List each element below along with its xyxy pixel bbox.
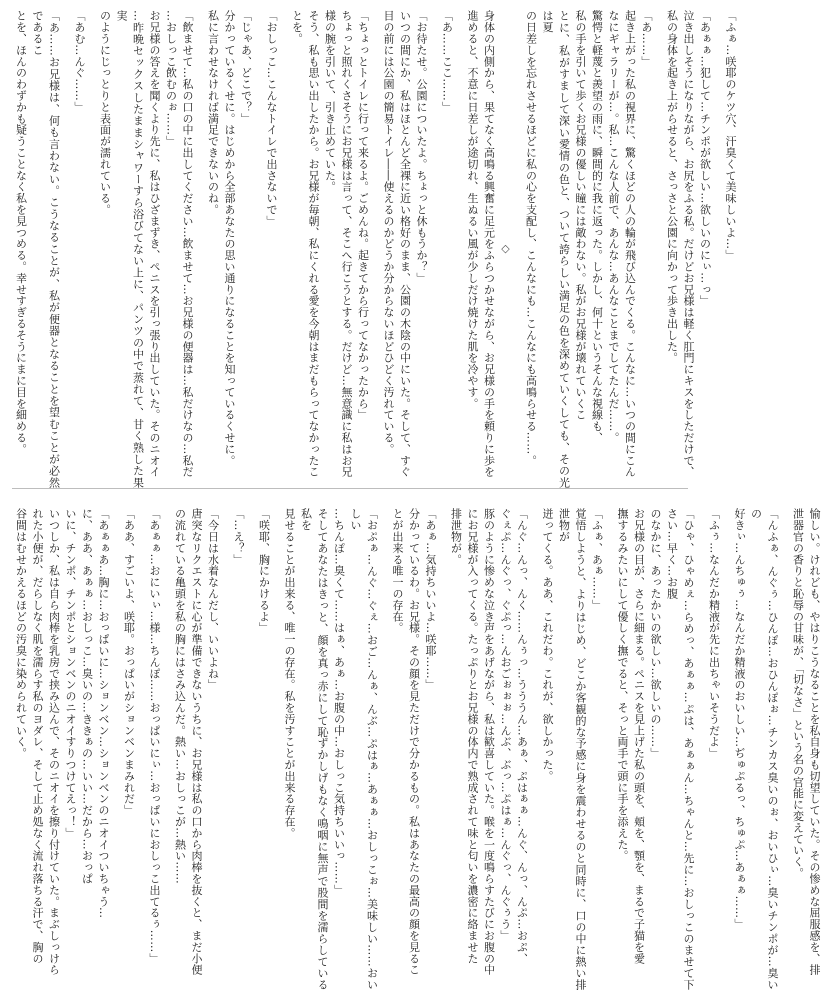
- lower-text-block: [12, 508, 821, 990]
- text-line: 私に言わせなければ満足できないのね。: [206, 10, 220, 216]
- upper-vertical-text: [12, 10, 738, 488]
- text-line: とが出来る唯一の存在。: [391, 508, 404, 634]
- text-line: 豚のように惨めな泣き声をあげながら、私は歓喜していた。喉を一度鳴らすたびにお腹の中: [482, 508, 496, 976]
- text-line: 谷間はむせかえるほどの汚臭に染められていく。: [14, 508, 28, 759]
- text-line: のなかに、あったかいの欲しい…欲しいの……」: [649, 508, 662, 759]
- text-line: 身体の内側から、果てなく高鳴る興奮に足元をふらつかせながら、お兄様の手を頼りに歩を: [482, 10, 496, 478]
- text-line: 様の腕を引いて、引き止めていた。: [323, 10, 337, 193]
- text-line: 「ふぅ…なんだか精液が先に出ちゃいそうだよ」: [707, 508, 721, 759]
- text-line: 愉しい。けれども、やはりこうなることを私自身も切望していた。その惨めな屈服感を、排: [808, 508, 821, 976]
- text-line: 撫するみたいにして優しく撫でると、そっと両手で頭に手を添えた。: [616, 508, 629, 862]
- text-line: の流れている亀頭を私の胸にはさみ込んだ。熱い…おしっこが…熱い……: [173, 508, 187, 885]
- text-line: 「あぁぁ…おにいぃ…様…ちんぽ……おっぱいにぃ…おっぱいにおしっこ出てるぅ……」: [148, 508, 161, 964]
- text-line: いつしか、私は自ら肉棒を乳房で挟み込んで、そのニオイを擦り付けていた。まぶしっけら: [47, 508, 61, 976]
- text-line: 「んぐ…んっ、んく……んぅっ…うううん…あぁ、ぷはぁぁ…んぐ、んっ、んぷ…おぷ、: [515, 508, 529, 964]
- text-line: 「…え？」: [232, 508, 245, 565]
- text-line: 「じゃあ、どこで？」: [239, 10, 253, 124]
- text-line: 「お待たせ。公園についたよ。ちょっと休もうか？」: [415, 10, 428, 284]
- text-line: お兄様の答えを聞くより先に、私はひざまずき、ペニスを引っ張り出していた。そのニオイ: [148, 10, 161, 478]
- text-line: 迸ってくる。ああ、これだわ。これが、欲しかった。: [541, 508, 554, 782]
- text-line: 目の前には公園の簡易トイレ――使えるのかどうか分からないほどひどく汚れている。: [382, 10, 395, 455]
- text-line: 「あ……ここ……」: [440, 10, 454, 113]
- text-line: 「あぁ…気持ちいいよ…咲耶……」: [424, 508, 437, 691]
- lower-vertical-text: [12, 508, 822, 990]
- text-line: 覚悟しようと、よりはじめ、どこか客観的な予感に身を震わせるのと同時に、口の中に熱い排泄物が: [557, 508, 587, 990]
- text-line: 「ひゃ、ひゃめぇ…らめっ、あぁぁ…ぷは、あぁぁん…ちゃんと…先に…おしっこのませて下さい…早く…お腹: [665, 508, 695, 990]
- text-line: 「おしっこ…こんなトイレで出さないで」: [265, 10, 278, 227]
- text-line: 「飲ませて…私の口の中に出してください…飲ませて…お兄様の便器は…私だけなの…私だ: [181, 10, 194, 478]
- text-line: 「あぁぁあ…胸に…おっぱいに…ションベン…ションベンのニオイついちゃう…: [97, 508, 110, 919]
- text-line: いに、チンポ、チンポとションベンのニオイすりつけてえっ！」: [64, 508, 77, 839]
- text-line: 「ああ、すごいよ、咲耶。おっぱいがションベンまみれだ」: [122, 508, 136, 816]
- text-line: 私の身体を起き上がらせると、さっさと公園に向かって歩き出した。: [665, 10, 679, 364]
- text-line: 驚愕と軽蔑と羨望の雨に、瞬間的に我に返った。しかし、何十というそんな視線も、: [590, 10, 604, 444]
- text-line: 好きぃ…んちゅぅ…なんだか精液のおいしい…ぢゅぷるっ、ちゅぷ…あぁぁ……」: [733, 508, 746, 930]
- text-line: なにギャラリーが…。私…こんな人前で、あんな…あんなことまでしてたんだ……。: [607, 10, 620, 444]
- text-line: 「あむ…んぐ……」: [73, 10, 86, 113]
- text-line: …昨晩セックスしたままシャワーすら浴びてない上に、パンツの中で蒸れて、甘く熟した果実: [115, 10, 145, 488]
- text-line: 「ふぁ…咲耶のケツ穴、汗臭くて美味しいよ…」: [724, 10, 737, 261]
- text-line: とを、ほんのわずかも疑うことなく私を見つめる。幸せすぎるそうにまに目を細める。: [14, 10, 28, 455]
- upper-text-block: [12, 10, 737, 489]
- text-line: …おしっこ飲むのぉ……」: [164, 10, 178, 147]
- text-line: 排泄物が。: [449, 508, 463, 565]
- text-line: 「咲耶、胸にかけるよ」: [257, 508, 271, 634]
- text-line: 分かっているくせに。はじめから全部あなたの思い通りになることを知っているくせに。: [223, 10, 236, 466]
- text-line: 起き上がった私の視界に、驚くほどの人の輪が飛び込んでくる。こんなに…いつの間にこん: [623, 10, 637, 478]
- text-line: 「おぷぁ…んぐ…ぐぇ…おご…んぁ、んぶ…ぷはぁ…あぁぁ…おしっこぉ…美味しい……おいしい: [349, 508, 379, 990]
- text-line: とを。: [290, 10, 304, 45]
- text-line: …ちんぽ…臭くて……はぁ、あぁ…お腹の中…おしっこ気持ちいいっ……」: [332, 508, 346, 896]
- text-line: 泣き出しそうになりながら、お尻をふる私。だけどお兄様は軽く肛門にキスをしただけで、: [682, 10, 695, 478]
- text-line: 私の手を引いて歩くお兄様の優しい瞳には敵わない。私がお兄様が壊れていくこ: [574, 10, 587, 421]
- text-line: 分かっているわ。お兄様。その顔を見ただけで分かるもの。私はあなたの最高の顔を見るこ: [407, 508, 421, 976]
- text-line: 唐突なリクエストに心が準備できないうちに、お兄様は私の口から肉棒を抜くと、まだ小便: [190, 508, 203, 976]
- text-line: 「ちょっとトイレに行って来るよ。ごめんね。起きてから行ってなかったから」: [356, 10, 370, 421]
- text-line: 進めると、不意に日差しが途切れ、生ぬるい風が少しだけ焼けた肌を冷やす。: [466, 10, 479, 409]
- text-line: ぐぇぷ…んぐっ、ぐぷっ…んおごぉぉぉ…んぶ、ぶっ…ぷはぁ…んぐっ、んぐぅう」: [499, 508, 512, 942]
- text-line: の日差しを忘れさせるほどに私の心を支配し、こんなにも…こんなにも高鳴らせる……。: [524, 10, 538, 466]
- text-line: に、ああ、あぁぁ…おしっこ…臭いの…ききぁの…いい…だから…おっぱ: [80, 508, 94, 885]
- text-line: のようにじっとりと表面が濡れている。: [98, 10, 112, 216]
- text-line: そしてあなたはきっと、顔を真っ赤にして恥ずかしげもなく鳴咽に無声で股間を濡らしている私を: [299, 508, 329, 990]
- text-line: 「あ……」: [640, 10, 653, 67]
- text-line: 泄器官の香りと恥辱の甘味が、「切なさ」という名の官能に変えていく。: [791, 508, 805, 879]
- text-line: 「あぁぁ…犯して…チンポが欲しい…欲しいのにぃ…っ」: [698, 10, 712, 307]
- text-line: 「あ……お兄様は、何も言わない。こうなることが、私が便器となることを望むことが必然であるこ: [31, 10, 61, 488]
- text-line: にお兄様が入ってくる。たっぷりとお兄様の体内で熟成されて味と匂いを濃密に絡ませた: [466, 508, 479, 964]
- text-line: お兄様の目が、さらに細まる。ペニスを見上げた私の頭を、頬を、顎を、まるで子猫を愛: [632, 508, 646, 964]
- text-line: 「今日は水着なんだし、いいよね」: [206, 508, 220, 691]
- text-line: とに、私がすまして深い愛情の色と、ついて誇らしい満足の色を深めていくしても、その光は夏: [541, 10, 571, 488]
- text-line: れた小便が、だらしなく肌を濡らす私のヨダレ、そして止め処なく流れ落ちる汗で、胸の: [31, 508, 44, 964]
- text-line: ちょっと照れくさそうにお兄様は言って、そこへ行こうとする。だけど…無意識に私はお兄: [340, 10, 353, 478]
- text-line: いつの間にか、私はほとんど全裸に近い格好のまま、公園の木陰の中にいた。そして、すぐ: [398, 10, 412, 478]
- text-line: そう、私も思い出したから。お兄様が毎朝、私にくれる愛を今朝はまだもらってなかったこ: [307, 10, 320, 478]
- text-line: 「んふぁ、んぐぅ…ひんぽ…おひんぽぉ…チンカス臭いのぉ、おいひぃ…臭いチンポが…臭いの: [749, 508, 779, 990]
- text-line: 見せることが出来る、唯一の存在。私を汚すことが出来る存在。: [283, 508, 296, 839]
- text-line: 「ふぁ、あぁ……」: [590, 508, 604, 611]
- section-separator: ◇: [499, 242, 512, 256]
